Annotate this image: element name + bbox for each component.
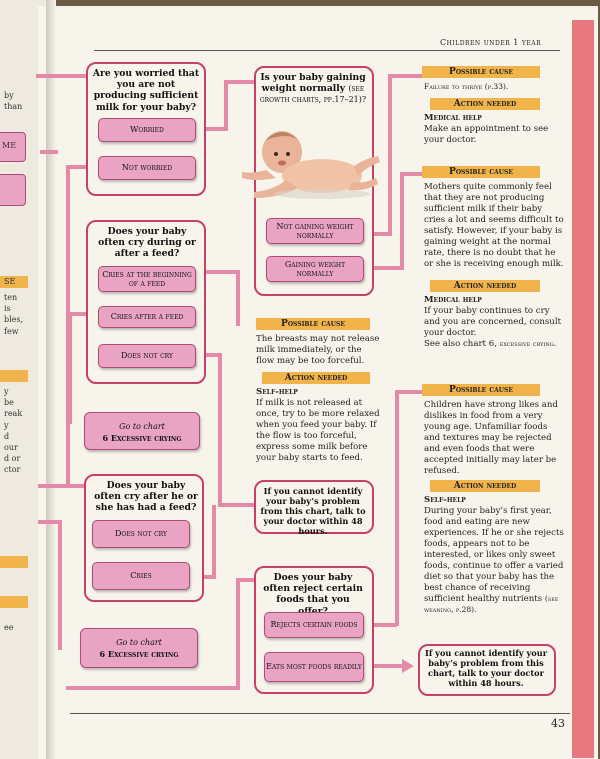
action-needed-label: Action needed — [430, 480, 540, 492]
left-page-text: by than — [4, 91, 23, 112]
arrow-right-icon — [402, 659, 416, 673]
flow-connector — [371, 266, 401, 270]
baby-photo — [236, 118, 382, 204]
option-not-gaining-weight[interactable]: Not gaining weight normally — [266, 218, 364, 244]
footer-rule — [70, 713, 570, 714]
option-does-not-cry[interactable]: Does not cry — [98, 344, 196, 368]
flow-connector — [218, 503, 254, 507]
option-rejects-foods[interactable]: Rejects certain foods — [264, 612, 364, 638]
possible-cause-text: Mothers quite commonly feel that they are not producing sufficient milk if their baby cries a lot and seems difficult to satisfy. However, if your baby is gaining weight at the normal rate, there is no doubt that he or she is receiving enough milk. — [424, 182, 564, 269]
action-needed-label: Action needed — [262, 372, 370, 384]
left-page-label — [0, 556, 28, 568]
flow-connector — [236, 270, 240, 326]
flow-connector — [224, 80, 254, 84]
option-cries-beginning[interactable]: Cries at the beginning of a feed — [98, 266, 196, 292]
page-number: 43 — [551, 717, 565, 730]
question-cry-during-feed: Does your baby often cry during or after a feed? — [98, 226, 196, 260]
left-page-text: ten is bles, few — [4, 293, 24, 336]
possible-cause-label: Possible cause — [422, 384, 540, 396]
possible-cause-text: Children have strong likes and dislikes in food from a very young age. Unfamiliar foods and textures may be rejected and even foods that were accepted initially may later be refused. — [424, 400, 558, 476]
action-text: Self-help During your baby’s first year, food and eating are new experiences. If he or she rejects foods, appears not to be interested, or likes only sweet foods, continue to offer a varied diet so that your baby has the best chance of receiving sufficient healthy nutrients (see weaning, p.28). — [424, 495, 564, 614]
action-needed-label: Action needed — [430, 280, 540, 292]
flow-connector — [38, 484, 84, 488]
possible-cause-text: Failure to thrive (p.33). — [424, 82, 509, 91]
action-text: Medical help Make an appointment to see your doctor. — [424, 113, 549, 145]
flow-connector — [400, 172, 422, 176]
flow-connector — [395, 390, 422, 394]
flow-connector — [68, 312, 86, 316]
question-reject-foods: Does your baby often reject certain foods that you — [263, 572, 363, 606]
left-page-text: SE — [4, 277, 16, 286]
flow-connector — [40, 150, 58, 154]
flow-connector — [236, 578, 254, 582]
flow-connector — [400, 172, 404, 270]
left-page-text: ME — [2, 141, 17, 150]
action-text: Medical help If your baby continues to cry and you are concerned, consult your doctor. See also chart 6, excessive crying. — [424, 295, 562, 349]
flow-connector — [388, 74, 392, 236]
action-needed-label: Action needed — [430, 98, 540, 110]
flow-connector — [388, 74, 422, 78]
question-milk: Are you worried that you are not producing sufficient milk for your baby? — [92, 68, 200, 113]
note-cannot-identify: If you cannot identify your baby’s problem from this chart, talk to your doctor within 48 hours. — [260, 486, 366, 536]
option-gaining-weight[interactable]: Gaining weight normally — [266, 256, 364, 282]
action-text: Self-help If milk is not released at once, try to be more relaxed when you feed your baby. If the flow is too forceful, express some milk before your baby starts to feed. — [256, 387, 380, 463]
possible-cause-label: Possible cause — [422, 66, 540, 78]
flow-connector — [58, 520, 62, 650]
left-page-text: y be reak y d our d or ctor — [4, 387, 23, 475]
option-not-worried[interactable]: Not worried — [98, 156, 196, 180]
flow-connector — [218, 353, 222, 503]
option-cries[interactable]: Cries — [92, 562, 190, 590]
possible-cause-label: Possible cause — [256, 318, 370, 330]
header-rule — [94, 50, 560, 51]
option-eats-most-foods[interactable]: Eats most foods readily — [264, 652, 364, 682]
left-page-pill — [0, 174, 26, 206]
flow-connector — [38, 520, 60, 524]
goto-chart-6-button[interactable]: Go to chart 6 Excessive crying — [84, 412, 200, 450]
left-page-text: ee — [4, 623, 14, 632]
flow-connector — [224, 80, 228, 130]
option-worried[interactable]: Worried — [98, 118, 196, 142]
flow-connector — [212, 505, 216, 579]
possible-cause-label: Possible cause — [422, 166, 540, 178]
flow-connector — [68, 312, 72, 424]
question-weight: Is your baby gaining weight normally (see growth charts, pp.17–21)? — [259, 72, 367, 105]
flow-connector — [236, 578, 240, 688]
question-cry-after-feed: Does your baby often cry after he or she has had a feed? — [94, 480, 198, 514]
left-page-label — [0, 596, 28, 608]
left-page-label — [0, 370, 28, 382]
flow-connector — [66, 686, 240, 690]
page-edge-tab — [572, 20, 594, 758]
option-does-not-cry-after[interactable]: Does not cry — [92, 520, 190, 548]
note-cannot-identify: If you cannot identify your baby’s problem from this chart, talk to your doctor within 48 hours. — [424, 648, 548, 688]
goto-chart-6-button[interactable]: Go to chart 6 Excessive crying — [80, 628, 198, 668]
running-header: Children under 1 year — [440, 38, 542, 47]
possible-cause-text: The breasts may not release milk immediately, or the flow may be too forceful. — [256, 334, 380, 366]
flow-connector — [395, 390, 399, 626]
book-gutter — [46, 0, 56, 759]
option-cries-after[interactable]: Cries after a feed — [98, 306, 196, 328]
